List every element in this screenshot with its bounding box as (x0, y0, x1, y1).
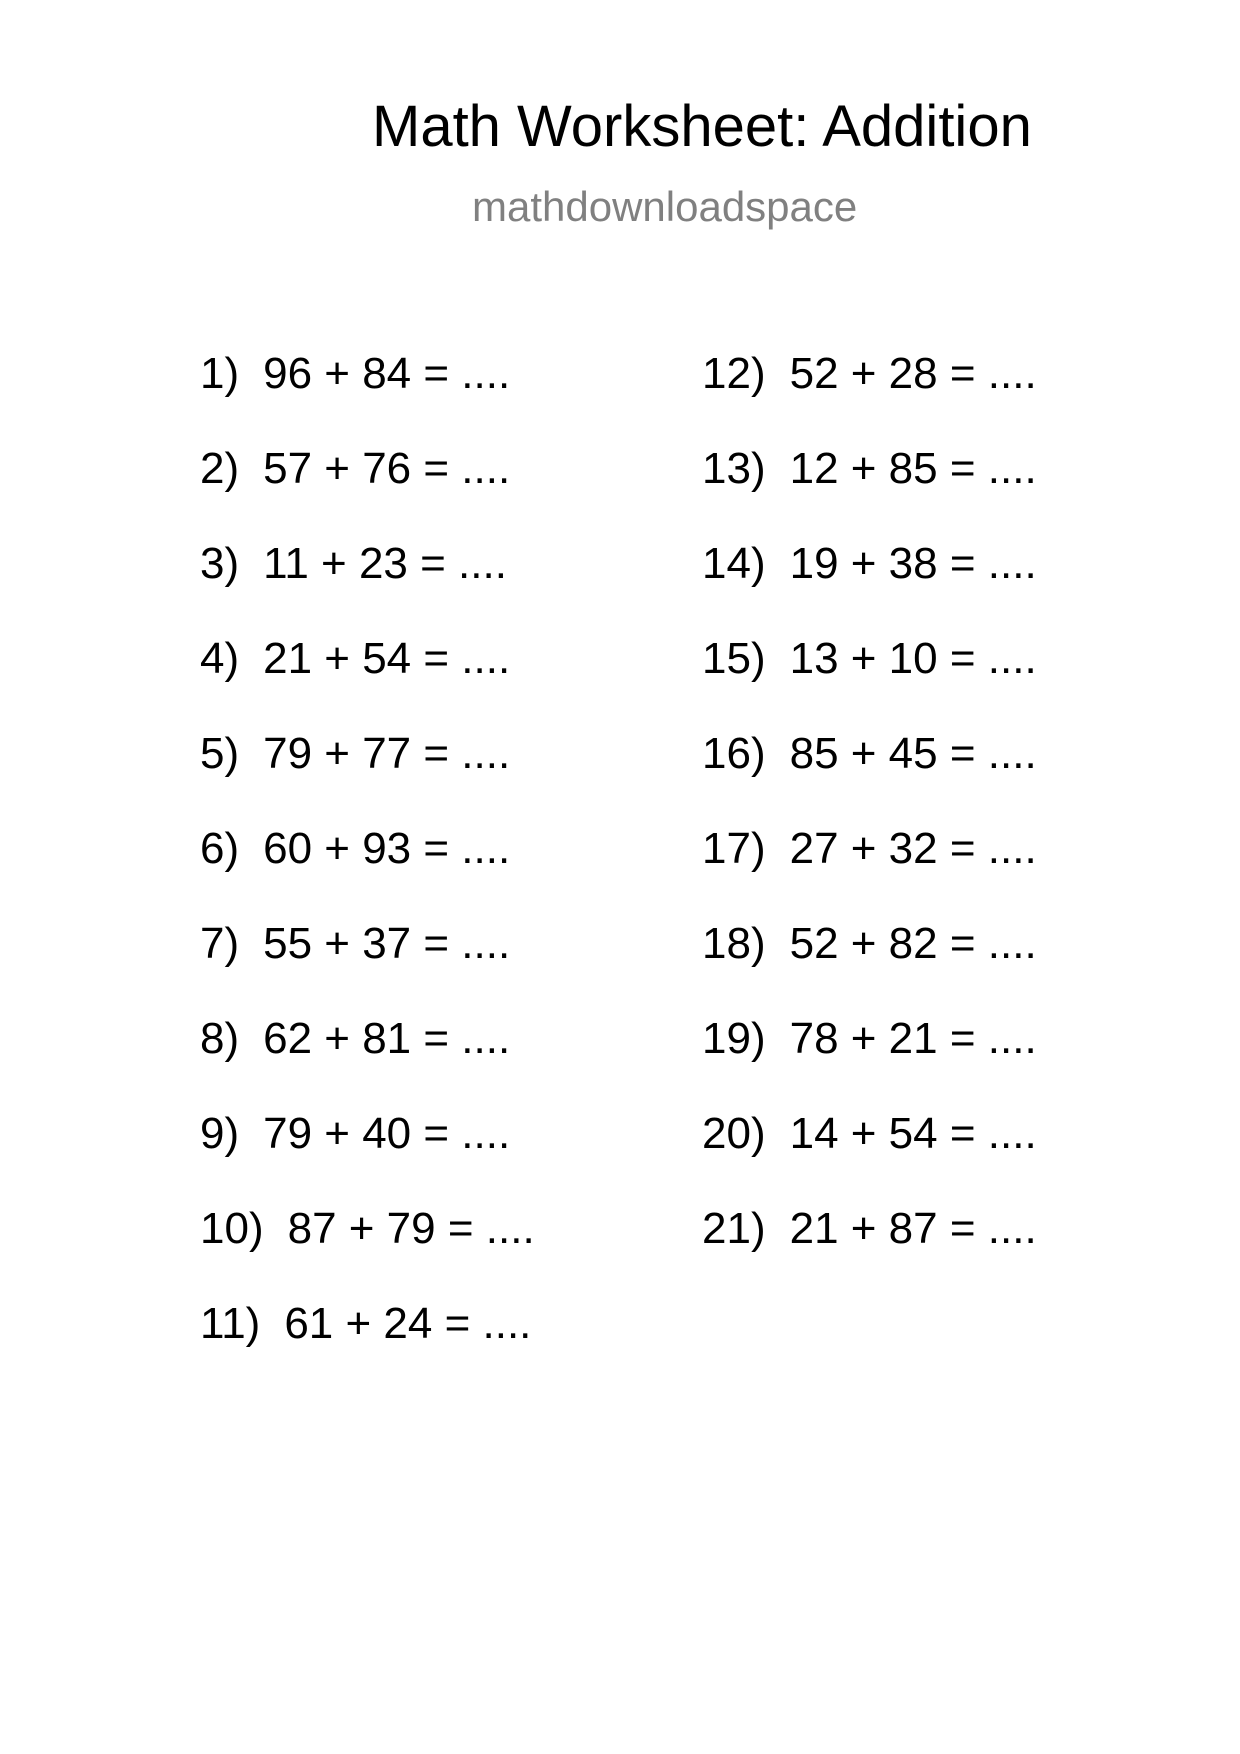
problem-number: 11) (200, 1299, 261, 1348)
problem-item (702, 634, 1037, 732)
problem-item (702, 1204, 1037, 1302)
problem-number: 12) (702, 349, 766, 398)
problem-expression: 14 + 54 = .... (789, 1109, 1037, 1158)
problem-item (200, 1204, 535, 1302)
problem-number: 21) (702, 1204, 766, 1253)
problem-item (702, 919, 1037, 1017)
problem-item (200, 349, 535, 447)
problem-number: 19) (702, 1014, 766, 1063)
problem-expression: 21 + 87 = .... (789, 1204, 1037, 1253)
problem-number: 5) (200, 729, 240, 778)
problem-expression: 61 + 24 = .... (284, 1299, 532, 1348)
problem-number: 16) (702, 729, 766, 778)
problem-column-right (702, 349, 1037, 1302)
worksheet-title: Math Worksheet: Addition (372, 94, 1032, 159)
problem-expression: 57 + 76 = .... (263, 444, 511, 493)
problem-expression: 13 + 10 = .... (789, 634, 1037, 683)
problem-expression: 52 + 28 = .... (789, 349, 1037, 398)
problem-number: 18) (702, 919, 766, 968)
problem-item (200, 919, 535, 1017)
problem-number: 2) (200, 444, 240, 493)
problem-number: 1) (200, 349, 240, 398)
problem-expression: 52 + 82 = .... (789, 919, 1037, 968)
problem-number: 13) (702, 444, 766, 493)
problem-number: 17) (702, 824, 766, 873)
problem-expression: 78 + 21 = .... (789, 1014, 1037, 1063)
problem-item (200, 824, 535, 922)
problem-number: 15) (702, 634, 766, 683)
problem-expression: 19 + 38 = .... (789, 539, 1037, 588)
problem-expression: 87 + 79 = .... (287, 1204, 535, 1253)
problem-number: 6) (200, 824, 240, 873)
problem-item (702, 349, 1037, 447)
problem-number: 4) (200, 634, 240, 683)
problem-expression: 21 + 54 = .... (263, 634, 511, 683)
problem-item (702, 444, 1037, 542)
problem-number: 10) (200, 1204, 264, 1253)
problem-expression: 60 + 93 = .... (263, 824, 511, 873)
problem-number: 14) (702, 539, 766, 588)
problem-expression: 55 + 37 = .... (263, 919, 511, 968)
problem-number: 3) (200, 539, 240, 588)
problem-expression: 96 + 84 = .... (263, 349, 511, 398)
problem-item (200, 444, 535, 542)
problem-item (200, 1014, 535, 1112)
problem-number: 8) (200, 1014, 240, 1063)
problem-expression: 27 + 32 = .... (789, 824, 1037, 873)
problem-item (702, 1014, 1037, 1112)
problem-item (200, 729, 535, 827)
problem-item (200, 1299, 535, 1397)
problem-item (200, 634, 535, 732)
problem-expression: 62 + 81 = .... (263, 1014, 511, 1063)
problem-item (200, 539, 535, 637)
problem-item (702, 1109, 1037, 1207)
problem-expression: 12 + 85 = .... (789, 444, 1037, 493)
problem-number: 7) (200, 919, 240, 968)
problem-expression: 11 + 23 = .... (263, 539, 507, 588)
problem-item (200, 1109, 535, 1207)
problem-expression: 79 + 40 = .... (263, 1109, 511, 1158)
problem-expression: 79 + 77 = .... (263, 729, 511, 778)
problem-item (702, 539, 1037, 637)
problem-item (702, 824, 1037, 922)
worksheet-subtitle: mathdownloadspace (472, 183, 858, 230)
problem-number: 20) (702, 1109, 766, 1158)
problem-column-left (200, 349, 535, 1397)
problem-expression: 85 + 45 = .... (789, 729, 1037, 778)
problem-item (702, 729, 1037, 827)
problem-number: 9) (200, 1109, 240, 1158)
